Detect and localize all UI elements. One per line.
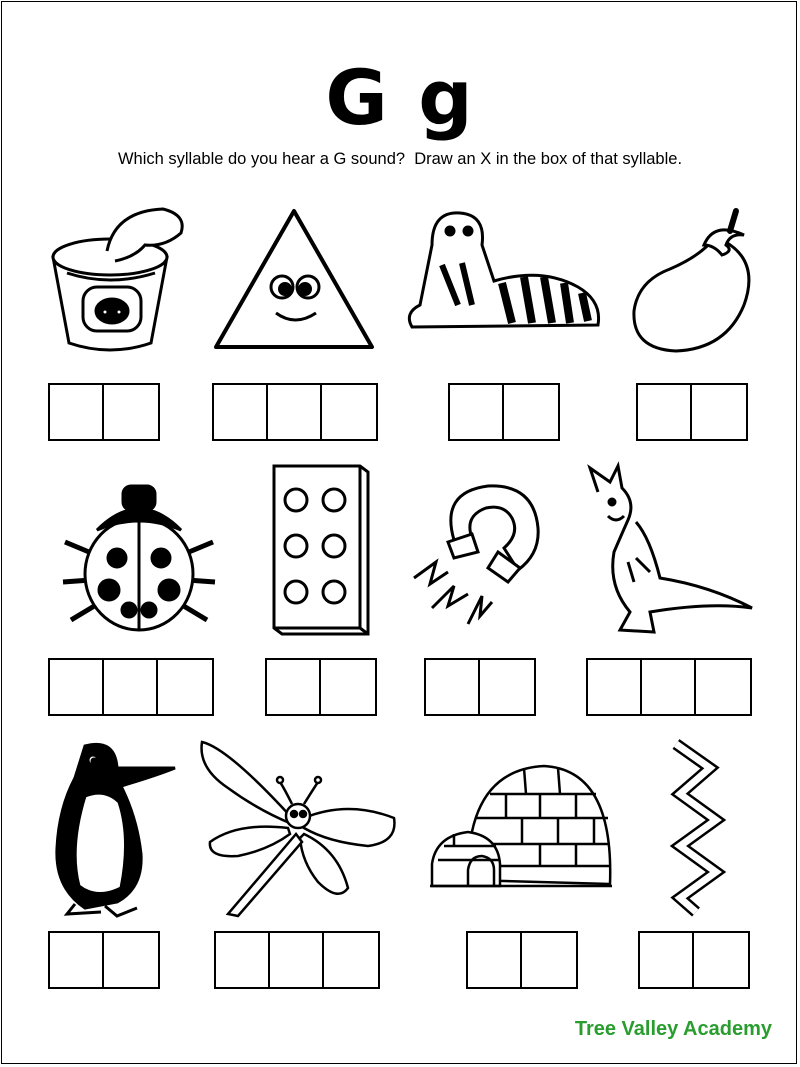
syllable-box[interactable] <box>588 660 642 714</box>
syllable-boxes <box>586 658 752 716</box>
syllable-box[interactable] <box>104 933 158 987</box>
syllable-box[interactable] <box>480 660 534 714</box>
ladybug-icon <box>45 472 233 632</box>
syllable-box[interactable] <box>158 660 212 714</box>
syllable-boxes <box>265 658 377 716</box>
brand-footer: Tree Valley Academy <box>574 1018 772 1040</box>
syllable-box[interactable] <box>50 385 104 439</box>
syllable-box[interactable] <box>694 933 748 987</box>
zigzag-icon <box>666 738 728 918</box>
syllable-box[interactable] <box>324 933 378 987</box>
syllable-box[interactable] <box>696 660 750 714</box>
syllable-box[interactable] <box>104 385 158 439</box>
syllable-boxes <box>636 383 748 441</box>
syllable-box[interactable] <box>216 933 270 987</box>
syllable-box[interactable] <box>268 385 322 439</box>
page-title: G g <box>325 53 475 142</box>
syllable-box[interactable] <box>267 660 321 714</box>
syllable-box[interactable] <box>504 385 558 439</box>
penguin-icon <box>45 738 187 918</box>
magnet-icon <box>408 478 544 628</box>
igloo-icon <box>428 760 614 892</box>
syllable-boxes <box>212 383 378 441</box>
syllable-box[interactable] <box>321 660 375 714</box>
syllable-boxes <box>214 931 380 989</box>
syllable-box[interactable] <box>522 933 576 987</box>
syllable-box[interactable] <box>450 385 504 439</box>
yogurt-icon <box>45 205 185 353</box>
syllable-boxes <box>466 931 578 989</box>
syllable-box[interactable] <box>640 933 694 987</box>
syllable-box[interactable] <box>468 933 522 987</box>
dragonfly-icon <box>198 738 398 918</box>
syllable-box[interactable] <box>270 933 324 987</box>
kangaroo-icon <box>580 462 754 642</box>
syllable-box[interactable] <box>104 660 158 714</box>
syllable-boxes <box>448 383 560 441</box>
syllable-boxes <box>48 931 160 989</box>
lego-brick-icon <box>268 462 372 640</box>
syllable-box[interactable] <box>50 933 104 987</box>
syllable-box[interactable] <box>214 385 268 439</box>
syllable-box[interactable] <box>638 385 692 439</box>
syllable-box[interactable] <box>322 385 376 439</box>
syllable-boxes <box>424 658 536 716</box>
syllable-box[interactable] <box>692 385 746 439</box>
syllable-box[interactable] <box>426 660 480 714</box>
syllable-box[interactable] <box>642 660 696 714</box>
syllable-boxes <box>638 931 750 989</box>
syllable-box[interactable] <box>50 660 104 714</box>
triangle-icon <box>210 205 380 353</box>
eggplant-icon <box>626 205 764 353</box>
syllable-boxes <box>48 658 214 716</box>
tiger-icon <box>402 205 604 333</box>
instructions: Which syllable do you hear a G sound? Draw an X in the box of that syllable. <box>117 150 683 168</box>
syllable-boxes <box>48 383 160 441</box>
